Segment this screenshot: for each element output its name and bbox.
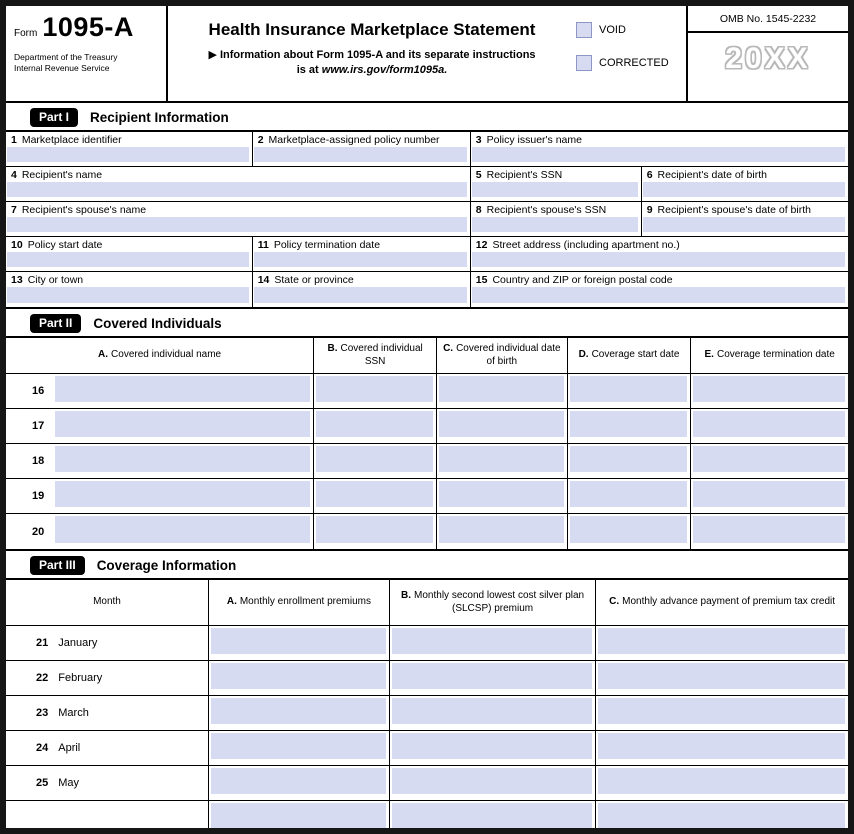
cell — [53, 409, 314, 443]
march-slcsp-premium-input[interactable] — [392, 698, 592, 724]
country-zip-input[interactable] — [472, 287, 845, 303]
p1-row-1 — [6, 132, 848, 167]
part3-header — [6, 551, 848, 578]
field-2-policy-number — [253, 132, 471, 166]
part1-header — [6, 103, 848, 130]
field-11-policy-termination-date — [253, 237, 471, 271]
policy-number-input[interactable] — [254, 147, 467, 162]
february-advance-payment-input[interactable] — [598, 663, 845, 689]
field-label: 11 Policy termination date — [257, 239, 381, 251]
part3-title: Coverage Information — [96, 557, 237, 573]
corrected-check-row — [576, 55, 676, 71]
street-address-input[interactable] — [472, 252, 845, 267]
cell — [596, 696, 848, 730]
cell — [390, 766, 596, 800]
covered-18-termination-input[interactable] — [693, 446, 845, 472]
p3-column-headers — [6, 580, 848, 626]
cell — [53, 479, 314, 513]
field-label: 5 Recipient's SSN — [475, 169, 563, 181]
month-label: 25 May — [6, 766, 209, 800]
cell — [209, 626, 390, 660]
void-label: VOID — [599, 24, 626, 36]
january-enrollment-premium-input[interactable] — [211, 628, 386, 654]
form-instructions — [168, 48, 576, 78]
form-header — [6, 6, 848, 103]
covered-row-20 — [6, 514, 848, 549]
state-input[interactable] — [254, 287, 467, 303]
spouse-name-input[interactable] — [7, 217, 467, 232]
cell — [209, 696, 390, 730]
cell — [691, 479, 848, 513]
cell — [691, 444, 848, 478]
cell — [596, 766, 848, 800]
month-row-january — [6, 626, 848, 661]
covered-20-name-input[interactable] — [55, 516, 310, 543]
field-3-policy-issuer-name — [471, 132, 848, 166]
may-advance-payment-input[interactable] — [598, 768, 845, 794]
cell — [568, 479, 692, 513]
cell — [596, 661, 848, 695]
cell — [314, 374, 437, 408]
may-slcsp-premium-input[interactable] — [392, 768, 592, 794]
void-checkbox[interactable] — [576, 22, 592, 38]
policy-start-date-input[interactable] — [7, 252, 249, 267]
part3-badge: Part III — [30, 556, 85, 575]
field-label: 6 Recipient's date of birth — [646, 169, 767, 181]
april-enrollment-premium-input[interactable] — [211, 733, 386, 759]
month-label: 22 February — [6, 661, 209, 695]
col-header-coverage-start: D. Coverage start date — [568, 338, 692, 373]
form-id-line — [14, 12, 158, 43]
cell — [390, 626, 596, 660]
may-enrollment-premium-input[interactable] — [211, 768, 386, 794]
field-7-spouse-name — [6, 202, 471, 236]
covered-16-start-input[interactable] — [570, 376, 688, 402]
instructions-url: www.irs.gov/form1095a. — [321, 63, 448, 76]
cropped-cell-fill — [392, 803, 592, 829]
field-label: 13 City or town — [11, 274, 84, 286]
marketplace-identifier-input[interactable] — [7, 147, 249, 162]
covered-16-ssn-input[interactable] — [316, 376, 433, 402]
coverage-information-table — [6, 578, 848, 834]
cell — [437, 514, 568, 549]
covered-17-dob-input[interactable] — [439, 411, 564, 437]
covered-19-dob-input[interactable] — [439, 481, 564, 507]
covered-19-termination-input[interactable] — [693, 481, 845, 507]
col-header-month: Month — [6, 580, 209, 625]
month-label: 23 March — [6, 696, 209, 730]
cropped-cell-fill — [598, 803, 845, 829]
part2-header — [6, 309, 848, 336]
agency-line-1: Department of the Treasury — [14, 52, 118, 62]
recipient-name-input[interactable] — [7, 182, 467, 197]
april-advance-payment-input[interactable] — [598, 733, 845, 759]
cell — [390, 696, 596, 730]
covered-17-start-input[interactable] — [570, 411, 688, 437]
cell — [568, 514, 692, 549]
row-number: 18 — [32, 455, 45, 467]
covered-20-start-input[interactable] — [570, 516, 688, 543]
title-box — [168, 6, 688, 101]
agency-line-2: Internal Revenue Service — [14, 63, 110, 74]
p1-row-3 — [6, 202, 848, 237]
form-title: Health Insurance Marketplace Statement — [208, 20, 536, 39]
covered-17-termination-input[interactable] — [693, 411, 845, 437]
row-number: 16 — [32, 385, 45, 397]
covered-19-start-input[interactable] — [570, 481, 688, 507]
col-header-enrollment-premiums: A. Monthly enrollment premiums — [209, 580, 390, 625]
field-1-marketplace-identifier — [6, 132, 253, 166]
february-slcsp-premium-input[interactable] — [392, 663, 592, 689]
col-header-covered-ssn: B. Covered individual SSN — [314, 338, 437, 373]
march-enrollment-premium-input[interactable] — [211, 698, 386, 724]
part1-title: Recipient Information — [90, 109, 229, 125]
field-15-country-zip — [471, 272, 848, 307]
covered-20-dob-input[interactable] — [439, 516, 564, 543]
cell — [596, 626, 848, 660]
covered-individuals-table — [6, 336, 848, 551]
form-word: Form — [14, 28, 38, 39]
title-block — [168, 20, 576, 78]
field-label: 14 State or province — [257, 274, 354, 286]
field-13-city — [6, 272, 253, 307]
p1-row-2 — [6, 167, 848, 202]
field-label: 8 Recipient's spouse's SSN — [475, 204, 607, 216]
covered-17-name-input[interactable] — [55, 411, 310, 437]
february-enrollment-premium-input[interactable] — [211, 663, 386, 689]
cell — [691, 409, 848, 443]
city-input[interactable] — [7, 287, 249, 303]
void-check-row — [576, 22, 676, 38]
omb-number: OMB No. 1545-2232 — [688, 6, 848, 33]
form-number: 1095-A — [42, 12, 134, 42]
cell — [437, 444, 568, 478]
p1-row-5 — [6, 272, 848, 307]
policy-termination-date-input[interactable] — [254, 252, 467, 267]
month-label: 21 January — [6, 626, 209, 660]
cell — [390, 661, 596, 695]
cell — [437, 479, 568, 513]
covered-16-name-input[interactable] — [55, 376, 310, 402]
covered-18-start-input[interactable] — [570, 446, 688, 472]
col-header-advance-payment: C. Monthly advance payment of premium tax credit — [609, 596, 836, 608]
cell — [437, 409, 568, 443]
cell — [596, 731, 848, 765]
part2-title: Covered Individuals — [93, 315, 222, 331]
cell — [53, 514, 314, 549]
instructions-line-1: ▶ Information about Form 1095-A and its separate instructions — [208, 49, 536, 61]
field-label: 4 Recipient's name — [11, 169, 103, 181]
cell — [568, 374, 692, 408]
cell — [568, 444, 692, 478]
field-label: 7 Recipient's spouse's name — [11, 204, 147, 216]
agency-lines — [14, 52, 158, 74]
covered-row-19 — [6, 479, 848, 514]
january-advance-payment-input[interactable] — [598, 628, 845, 654]
cell — [568, 409, 692, 443]
recipient-dob-input[interactable] — [643, 182, 845, 197]
cell — [209, 731, 390, 765]
field-label: 2 Marketplace-assigned policy number — [257, 134, 440, 146]
covered-19-ssn-input[interactable] — [316, 481, 433, 507]
part2-badge: Part II — [30, 314, 81, 333]
field-4-recipient-name — [6, 167, 471, 201]
month-row-march — [6, 696, 848, 731]
covered-17-ssn-input[interactable] — [316, 411, 433, 437]
month-row-february — [6, 661, 848, 696]
field-label: 10 Policy start date — [11, 239, 103, 251]
spouse-dob-input[interactable] — [643, 217, 845, 232]
cell — [314, 479, 437, 513]
covered-18-ssn-input[interactable] — [316, 446, 433, 472]
recipient-information-grid — [6, 130, 848, 309]
covered-16-dob-input[interactable] — [439, 376, 564, 402]
field-10-policy-start-date — [6, 237, 253, 271]
month-row-april — [6, 731, 848, 766]
field-14-state — [253, 272, 471, 307]
col-header-covered-dob: C. Covered individual date of birth — [437, 338, 568, 373]
field-label: 12 Street address (including apartment no.) — [475, 239, 680, 251]
p2-column-headers — [6, 338, 848, 374]
cropped-cell-fill — [211, 803, 386, 829]
field-8-spouse-ssn — [471, 202, 642, 236]
covered-19-name-input[interactable] — [55, 481, 310, 507]
col-header-covered-name: A. Covered individual name — [6, 338, 314, 373]
spouse-ssn-input[interactable] — [472, 217, 638, 232]
month-label: 24 April — [6, 731, 209, 765]
cell — [53, 444, 314, 478]
page-bottom-accent-strip — [6, 828, 848, 834]
covered-row-18 — [6, 444, 848, 479]
covered-18-name-input[interactable] — [55, 446, 310, 472]
col-header-slcsp-premium: B. Monthly second lowest cost silver plan (SLCSP) premium — [390, 580, 596, 625]
april-slcsp-premium-input[interactable] — [392, 733, 592, 759]
col-header-coverage-termination: E. Coverage termination date — [704, 349, 835, 361]
covered-16-termination-input[interactable] — [693, 376, 845, 402]
field-9-spouse-dob — [642, 202, 848, 236]
field-label: 1 Marketplace identifier — [11, 134, 122, 146]
cell — [314, 514, 437, 549]
row-number: 17 — [32, 420, 45, 432]
cell — [209, 661, 390, 695]
covered-20-ssn-input[interactable] — [316, 516, 433, 543]
march-advance-payment-input[interactable] — [598, 698, 845, 724]
form-year: 20XX — [725, 42, 811, 75]
cell — [53, 374, 314, 408]
policy-issuer-name-input[interactable] — [472, 147, 845, 162]
part1-badge: Part I — [30, 108, 78, 127]
cell — [691, 514, 848, 549]
field-12-street-address — [471, 237, 848, 271]
corrected-label: CORRECTED — [599, 57, 669, 69]
field-label: 9 Recipient's spouse's date of birth — [646, 204, 811, 216]
corrected-checkbox[interactable] — [576, 55, 592, 71]
cell — [314, 409, 437, 443]
field-label: 15 Country and ZIP or foreign postal code — [475, 274, 673, 286]
checkbox-column — [576, 22, 676, 71]
row-number: 20 — [32, 525, 45, 538]
instructions-line-2: is at www.irs.gov/form1095a. — [296, 63, 448, 76]
covered-18-dob-input[interactable] — [439, 446, 564, 472]
month-row-may — [6, 766, 848, 801]
cell — [314, 444, 437, 478]
field-5-recipient-ssn — [471, 167, 642, 201]
omb-box — [688, 6, 848, 101]
cell — [209, 766, 390, 800]
cell — [437, 374, 568, 408]
covered-20-termination-input[interactable] — [693, 516, 845, 543]
row-number: 19 — [32, 490, 45, 502]
form-id-box — [6, 6, 168, 101]
field-label: 3 Policy issuer's name — [475, 134, 582, 146]
covered-row-16 — [6, 374, 848, 409]
cell — [691, 374, 848, 408]
field-6-recipient-dob — [642, 167, 848, 201]
covered-row-17 — [6, 409, 848, 444]
cell — [390, 731, 596, 765]
recipient-ssn-input[interactable] — [472, 182, 638, 197]
january-slcsp-premium-input[interactable] — [392, 628, 592, 654]
p1-row-4 — [6, 237, 848, 272]
